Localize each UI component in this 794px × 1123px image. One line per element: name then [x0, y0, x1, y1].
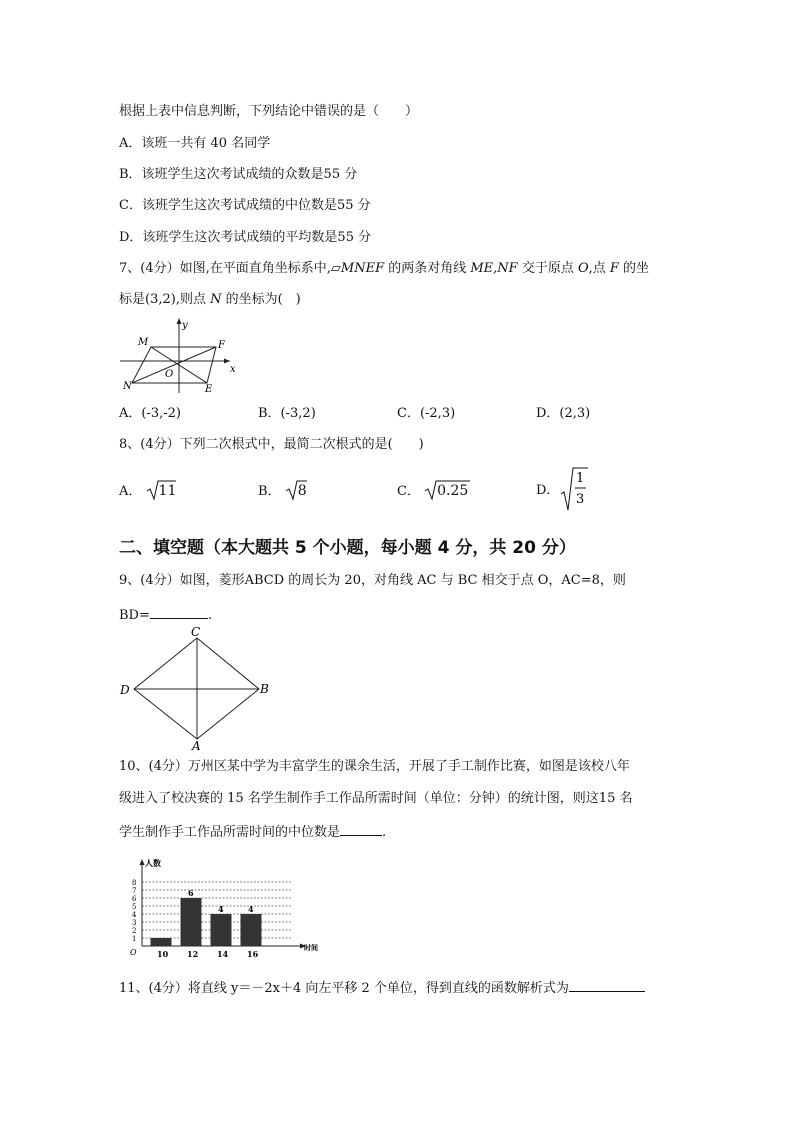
sqrt-one-third [560, 466, 590, 512]
q6-option-c: C．该班学生这次考试成绩的中位数是55 分 [119, 198, 371, 213]
answer-blank[interactable] [150, 605, 208, 619]
denominator: 3 [576, 492, 585, 507]
q11-text: 11、(4分）将直线 y＝－2x＋4 向左平移 2 个单位，得到直线的函数解析式为 [119, 981, 569, 996]
y-tick-label: 4 [132, 911, 137, 919]
label-n: N [123, 381, 132, 392]
y-axis-arrow [140, 859, 145, 865]
radicand: 0.25 [437, 483, 469, 499]
q7-option-d: D．(2,3) [536, 406, 591, 421]
bar [181, 898, 202, 946]
label-x: x [230, 364, 236, 375]
q7-diagonals: ME,NF [470, 261, 518, 276]
q7-option-b: B．(-3,2) [258, 406, 316, 421]
option-label: D． [536, 483, 560, 498]
radical-sign [285, 479, 307, 501]
y-tick-label: 1 [132, 935, 137, 943]
label-f: F [218, 340, 225, 351]
numerator: 1 [576, 471, 585, 486]
q10-stem-line2: 级进入了校决赛的 15 名学生制作手工作品所需时间（单位：分钟）的统计图，则这15 名 [119, 791, 633, 806]
q8-option-d [536, 483, 559, 499]
x-tick-label: 10 [157, 949, 169, 959]
sqrt-8 [285, 483, 307, 500]
y-tick-label: 3 [132, 919, 137, 927]
q8-option-b [258, 483, 307, 500]
q8-option-c [397, 483, 468, 500]
q7-point-n: N [210, 292, 222, 307]
x-tick-label: 12 [187, 949, 199, 959]
y-axis-label: 人数 [145, 858, 161, 868]
q6-stem: 根据上表中信息判断，下列结论中错误的是（ ） [119, 104, 419, 119]
answer-blank[interactable] [340, 822, 382, 836]
q9-stem-line1: 9、(4分）如图，菱形ABCD 的周长为 20，对角线 AC 与 BC 相交于点 O，AC=8，则 [119, 573, 626, 588]
label-m: M [138, 337, 149, 348]
bar-value-label: 4 [218, 904, 224, 914]
q7-text: 的坐标为( ) [221, 292, 301, 307]
y-tick-label: 7 [132, 887, 137, 895]
q7-parallelogram-name: MNEF [340, 261, 385, 276]
q9-text: BD= [119, 608, 150, 623]
q7-point-f: F [609, 261, 619, 276]
q7-figure [118, 315, 243, 395]
q9-rhombus-figure [118, 622, 273, 752]
option-label: A． [119, 484, 142, 499]
radicand: 11 [158, 483, 177, 499]
radical-sign [146, 479, 176, 501]
sqrt-0-25 [424, 483, 468, 500]
diagonal-nf [132, 347, 216, 383]
section-2-title: 二、填空题（本大题共 5 个小题，每小题 4 分，共 20 分） [119, 538, 576, 558]
y-tick-label: 2 [132, 927, 137, 935]
origin-label: O [130, 948, 137, 957]
bar-value-label: 4 [248, 904, 254, 914]
y-tick-label: 5 [132, 903, 137, 911]
q10-text: 学生制作手工作品所需时间的中位数是 [119, 825, 341, 840]
q7-text: 的坐 [618, 261, 650, 276]
option-label: C． [397, 484, 420, 499]
option-label: B． [258, 484, 281, 499]
label-d: D [120, 683, 130, 697]
label-b: B [260, 682, 269, 696]
q10-text: . [382, 825, 387, 840]
radical-sign [424, 479, 470, 501]
label-y: y [182, 320, 188, 331]
q8-option-a [119, 483, 176, 500]
q8-stem: 8、(4分）下列二次根式中，最简二次根式的是( ) [119, 437, 424, 452]
bar-value-label: 6 [188, 888, 194, 898]
y-tick-label: 8 [132, 879, 137, 887]
q9-text: . [207, 608, 213, 623]
label-a: A [192, 739, 201, 752]
q6-option-a: A．该班一共有 40 名同学 [119, 136, 271, 151]
q7-text: 交于原点 [517, 261, 578, 276]
label-c: C [191, 625, 201, 639]
radicand: 8 [297, 483, 307, 499]
q7-option-a: A．(-3,-2) [119, 406, 181, 421]
q7-origin: O [577, 261, 589, 276]
q7-text: ,点 [588, 261, 610, 276]
q6-option-b: B．该班学生这次考试成绩的众数是55 分 [119, 167, 358, 182]
q7-option-c: C．(-2,3) [397, 406, 456, 421]
bar [241, 914, 262, 946]
q7-text: 7、(4分）如图,在平面直角坐标系中,▱ [119, 261, 341, 276]
label-o: O [165, 369, 174, 380]
x-axis-label: 时间 [304, 943, 318, 952]
q7-text: 标是(3,2),则点 [119, 292, 211, 307]
y-tick-label: 6 [132, 895, 137, 903]
q7-stem-line1 [119, 261, 649, 277]
sqrt-11 [146, 483, 177, 500]
q7-stem-line2 [119, 292, 301, 308]
q11-stem [119, 978, 645, 997]
q10-stem-line3 [119, 822, 386, 841]
x-tick-label: 14 [217, 949, 229, 959]
q6-option-d: D．该班学生这次考试成绩的平均数是55 分 [119, 230, 372, 245]
bar [151, 938, 172, 946]
x-tick-label: 16 [247, 949, 259, 959]
answer-blank[interactable] [569, 978, 645, 992]
q7-text: 的两条对角线 [384, 261, 471, 276]
q10-stem-line1: 10、(4分）万州区某中学为丰富学生的课余生活，开展了手工制作比赛，如图是该校八年 [119, 759, 630, 774]
bar [211, 914, 232, 946]
q10-bar-chart [118, 857, 318, 963]
label-e: E [205, 384, 213, 395]
